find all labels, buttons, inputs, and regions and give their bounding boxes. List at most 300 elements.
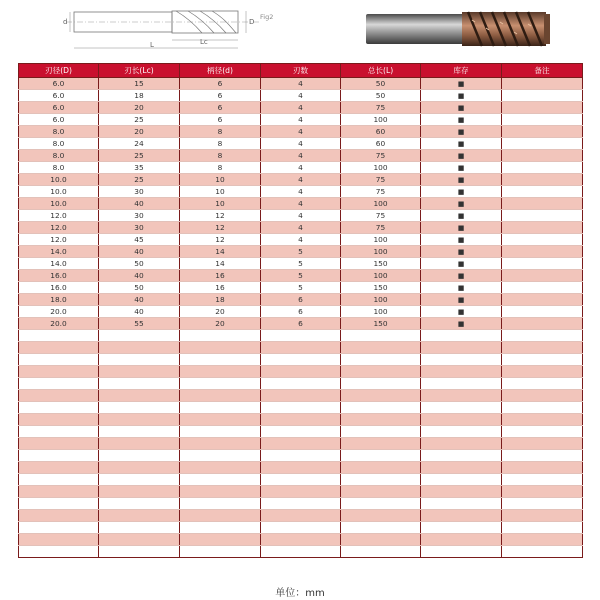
stock-cell xyxy=(421,366,502,378)
blade-diameter-cell: 10.0 xyxy=(19,174,99,186)
header-blade-diameter: 刃径(D) xyxy=(19,64,99,78)
blade-length-cell xyxy=(99,474,180,486)
blade-diameter-cell xyxy=(19,510,99,522)
overall-length-cell xyxy=(341,366,421,378)
shank-diameter-cell xyxy=(180,474,261,486)
table-row xyxy=(19,78,583,90)
stock-cell xyxy=(421,438,502,450)
remarks-cell xyxy=(502,342,583,354)
blade-length-cell xyxy=(99,354,180,366)
shank-diameter-cell: 8 xyxy=(180,126,261,138)
overall-length-cell xyxy=(341,474,421,486)
Lc-label: Lc xyxy=(200,38,208,46)
blade-diameter-cell xyxy=(19,462,99,474)
shank-diameter-cell: 20 xyxy=(180,306,261,318)
stock-cell: ■ xyxy=(421,210,502,222)
blade-length-cell: 30 xyxy=(99,222,180,234)
remarks-cell xyxy=(502,498,583,510)
remarks-cell xyxy=(502,198,583,210)
stock-cell: ■ xyxy=(421,102,502,114)
stock-cell xyxy=(421,462,502,474)
table-row xyxy=(19,462,583,474)
remarks-cell xyxy=(502,126,583,138)
flute-count-cell xyxy=(261,510,341,522)
blade-diameter-cell: 6.0 xyxy=(19,114,99,126)
table-row xyxy=(19,246,583,258)
blade-length-cell xyxy=(99,498,180,510)
flute-count-cell xyxy=(261,426,341,438)
overall-length-cell xyxy=(341,414,421,426)
overall-length-cell: 100 xyxy=(341,270,421,282)
stock-cell xyxy=(421,546,502,558)
end-mill-dimension-diagram xyxy=(60,4,280,54)
overall-length-cell xyxy=(341,390,421,402)
table-row xyxy=(19,378,583,390)
stock-cell xyxy=(421,510,502,522)
shank-diameter-cell xyxy=(180,414,261,426)
blade-diameter-cell: 12.0 xyxy=(19,222,99,234)
flute-count-cell: 4 xyxy=(261,138,341,150)
stock-cell: ■ xyxy=(421,198,502,210)
remarks-cell xyxy=(502,534,583,546)
blade-length-cell xyxy=(99,366,180,378)
remarks-cell xyxy=(502,354,583,366)
flute-count-cell xyxy=(261,534,341,546)
overall-length-cell: 75 xyxy=(341,222,421,234)
stock-cell xyxy=(421,378,502,390)
header-flute-count: 刃数 xyxy=(261,64,341,78)
shank-diameter-cell: 14 xyxy=(180,258,261,270)
stock-cell: ■ xyxy=(421,78,502,90)
blade-length-cell: 45 xyxy=(99,234,180,246)
flute-count-cell xyxy=(261,378,341,390)
blade-diameter-cell xyxy=(19,498,99,510)
flute-count-cell xyxy=(261,522,341,534)
stock-cell: ■ xyxy=(421,306,502,318)
table-row xyxy=(19,222,583,234)
stock-cell: ■ xyxy=(421,114,502,126)
shank-diameter-cell: 18 xyxy=(180,294,261,306)
table-row xyxy=(19,234,583,246)
blade-length-cell: 50 xyxy=(99,258,180,270)
table-row xyxy=(19,174,583,186)
flute-count-cell: 4 xyxy=(261,150,341,162)
table-row xyxy=(19,270,583,282)
shank-diameter-cell: 20 xyxy=(180,318,261,330)
stock-cell xyxy=(421,426,502,438)
overall-length-cell: 60 xyxy=(341,138,421,150)
shank-diameter-cell: 16 xyxy=(180,270,261,282)
stock-cell: ■ xyxy=(421,162,502,174)
shank-diameter-cell: 16 xyxy=(180,282,261,294)
remarks-cell xyxy=(502,414,583,426)
overall-length-cell xyxy=(341,498,421,510)
overall-length-cell: 150 xyxy=(341,258,421,270)
overall-length-cell: 75 xyxy=(341,186,421,198)
blade-diameter-cell: 12.0 xyxy=(19,234,99,246)
shank-diameter-cell: 6 xyxy=(180,78,261,90)
remarks-cell xyxy=(502,330,583,342)
table-row xyxy=(19,114,583,126)
blade-length-cell: 40 xyxy=(99,246,180,258)
stock-cell: ■ xyxy=(421,150,502,162)
table-row xyxy=(19,498,583,510)
remarks-cell xyxy=(502,294,583,306)
overall-length-cell: 100 xyxy=(341,306,421,318)
shank-diameter-cell xyxy=(180,378,261,390)
header-remarks: 备注 xyxy=(502,64,583,78)
table-row xyxy=(19,450,583,462)
blade-diameter-cell xyxy=(19,534,99,546)
shank-diameter-cell: 10 xyxy=(180,186,261,198)
stock-cell: ■ xyxy=(421,294,502,306)
shank-diameter-cell xyxy=(180,426,261,438)
flute-count-cell: 4 xyxy=(261,162,341,174)
remarks-cell xyxy=(502,114,583,126)
shank-diameter-cell: 8 xyxy=(180,150,261,162)
shank-diameter-cell xyxy=(180,534,261,546)
shank-diameter-cell xyxy=(180,438,261,450)
blade-diameter-cell: 20.0 xyxy=(19,306,99,318)
overall-length-cell: 100 xyxy=(341,198,421,210)
overall-length-cell xyxy=(341,438,421,450)
blade-diameter-cell: 14.0 xyxy=(19,246,99,258)
blade-length-cell xyxy=(99,402,180,414)
overall-length-cell xyxy=(341,402,421,414)
blade-length-cell: 40 xyxy=(99,294,180,306)
table-row xyxy=(19,126,583,138)
overall-length-cell xyxy=(341,342,421,354)
overall-length-cell xyxy=(341,378,421,390)
table-body xyxy=(19,78,583,558)
remarks-cell xyxy=(502,462,583,474)
shank-diameter-cell: 12 xyxy=(180,234,261,246)
blade-diameter-cell: 8.0 xyxy=(19,150,99,162)
remarks-cell xyxy=(502,150,583,162)
shank-diameter-cell xyxy=(180,366,261,378)
overall-length-cell: 60 xyxy=(341,126,421,138)
table-row xyxy=(19,534,583,546)
overall-length-cell: 75 xyxy=(341,102,421,114)
table-row xyxy=(19,510,583,522)
stock-cell xyxy=(421,402,502,414)
flute-count-cell xyxy=(261,330,341,342)
blade-length-cell xyxy=(99,462,180,474)
blade-diameter-cell: 8.0 xyxy=(19,126,99,138)
shank-diameter-cell: 12 xyxy=(180,210,261,222)
photo-tip xyxy=(544,14,550,44)
blade-diameter-cell: 6.0 xyxy=(19,78,99,90)
remarks-cell xyxy=(502,522,583,534)
stock-cell: ■ xyxy=(421,282,502,294)
table-row xyxy=(19,90,583,102)
stock-cell xyxy=(421,354,502,366)
table-row xyxy=(19,198,583,210)
L-label: L xyxy=(150,41,154,49)
blade-length-cell xyxy=(99,450,180,462)
flute-count-cell: 4 xyxy=(261,234,341,246)
table-row xyxy=(19,102,583,114)
flute-count-cell: 4 xyxy=(261,174,341,186)
shank-diameter-cell: 12 xyxy=(180,222,261,234)
flute-count-cell: 5 xyxy=(261,246,341,258)
overall-length-cell: 75 xyxy=(341,150,421,162)
table-header-row xyxy=(19,64,583,78)
blade-diameter-cell: 6.0 xyxy=(19,90,99,102)
table-row xyxy=(19,162,583,174)
blade-length-cell: 25 xyxy=(99,174,180,186)
remarks-cell xyxy=(502,222,583,234)
shank-diameter-cell: 10 xyxy=(180,174,261,186)
table-row xyxy=(19,402,583,414)
flute-count-cell: 5 xyxy=(261,282,341,294)
blade-diameter-cell xyxy=(19,366,99,378)
overall-length-cell xyxy=(341,426,421,438)
remarks-cell xyxy=(502,306,583,318)
blade-length-cell: 20 xyxy=(99,126,180,138)
blade-diameter-cell: 8.0 xyxy=(19,162,99,174)
flute-count-cell: 6 xyxy=(261,318,341,330)
table-row xyxy=(19,438,583,450)
stock-cell xyxy=(421,390,502,402)
table-row xyxy=(19,186,583,198)
table-row xyxy=(19,138,583,150)
stock-cell xyxy=(421,450,502,462)
blade-length-cell xyxy=(99,426,180,438)
overall-length-cell: 100 xyxy=(341,246,421,258)
remarks-cell xyxy=(502,78,583,90)
flute-count-cell: 5 xyxy=(261,270,341,282)
overall-length-cell: 100 xyxy=(341,234,421,246)
overall-length-cell xyxy=(341,462,421,474)
flute-count-cell xyxy=(261,390,341,402)
shank-diameter-cell xyxy=(180,354,261,366)
flute-count-cell: 4 xyxy=(261,78,341,90)
remarks-cell xyxy=(502,270,583,282)
shank-diameter-cell xyxy=(180,486,261,498)
table-row xyxy=(19,486,583,498)
header-overall-length: 总长(L) xyxy=(341,64,421,78)
overall-length-cell: 100 xyxy=(341,294,421,306)
flute-count-cell: 6 xyxy=(261,294,341,306)
overall-length-cell xyxy=(341,330,421,342)
remarks-cell xyxy=(502,378,583,390)
stock-cell: ■ xyxy=(421,222,502,234)
shank-diameter-cell: 14 xyxy=(180,246,261,258)
flute-count-cell: 4 xyxy=(261,186,341,198)
blade-diameter-cell xyxy=(19,354,99,366)
flute-count-cell xyxy=(261,546,341,558)
table-row xyxy=(19,294,583,306)
table-row xyxy=(19,318,583,330)
blade-length-cell: 40 xyxy=(99,198,180,210)
blade-length-cell: 25 xyxy=(99,150,180,162)
blade-diameter-cell xyxy=(19,474,99,486)
blade-length-cell: 30 xyxy=(99,186,180,198)
remarks-cell xyxy=(502,366,583,378)
remarks-cell xyxy=(502,138,583,150)
overall-length-cell xyxy=(341,522,421,534)
stock-cell: ■ xyxy=(421,258,502,270)
blade-diameter-cell xyxy=(19,450,99,462)
blade-length-cell xyxy=(99,330,180,342)
blade-length-cell: 30 xyxy=(99,210,180,222)
overall-length-cell xyxy=(341,510,421,522)
overall-length-cell: 100 xyxy=(341,114,421,126)
blade-diameter-cell: 10.0 xyxy=(19,186,99,198)
remarks-cell xyxy=(502,402,583,414)
remarks-cell xyxy=(502,186,583,198)
stock-cell xyxy=(421,330,502,342)
remarks-cell xyxy=(502,510,583,522)
blade-length-cell: 20 xyxy=(99,102,180,114)
shank-diameter-cell xyxy=(180,546,261,558)
shank-diameter-cell xyxy=(180,510,261,522)
header-shank-diameter: 柄径(d) xyxy=(180,64,261,78)
remarks-cell xyxy=(502,90,583,102)
table-row xyxy=(19,150,583,162)
blade-length-cell xyxy=(99,546,180,558)
flute-count-cell xyxy=(261,450,341,462)
flute-count-cell: 4 xyxy=(261,90,341,102)
flute-count-cell: 6 xyxy=(261,306,341,318)
stock-cell xyxy=(421,522,502,534)
overall-length-cell: 150 xyxy=(341,282,421,294)
shank-diameter-cell xyxy=(180,522,261,534)
blade-diameter-cell xyxy=(19,546,99,558)
stock-cell: ■ xyxy=(421,246,502,258)
shank-diameter-cell xyxy=(180,342,261,354)
table-row xyxy=(19,474,583,486)
flute-count-cell xyxy=(261,498,341,510)
flute-count-cell xyxy=(261,366,341,378)
flute-count-cell xyxy=(261,462,341,474)
flute-count-cell: 5 xyxy=(261,258,341,270)
blade-length-cell xyxy=(99,342,180,354)
table-row xyxy=(19,366,583,378)
blade-diameter-cell: 16.0 xyxy=(19,270,99,282)
shank-diameter-cell xyxy=(180,450,261,462)
blade-diameter-cell xyxy=(19,378,99,390)
flute-count-cell: 4 xyxy=(261,102,341,114)
blade-length-cell xyxy=(99,378,180,390)
d-label: d xyxy=(63,18,68,26)
table-row xyxy=(19,342,583,354)
blade-diameter-cell xyxy=(19,414,99,426)
flute-count-cell: 4 xyxy=(261,222,341,234)
table-row xyxy=(19,354,583,366)
flute-count-cell xyxy=(261,438,341,450)
blade-length-cell: 40 xyxy=(99,306,180,318)
remarks-cell xyxy=(502,162,583,174)
blade-diameter-cell: 6.0 xyxy=(19,102,99,114)
remarks-cell xyxy=(502,210,583,222)
remarks-cell xyxy=(502,246,583,258)
remarks-cell xyxy=(502,258,583,270)
shank-diameter-cell: 10 xyxy=(180,198,261,210)
stock-cell xyxy=(421,498,502,510)
table-row xyxy=(19,426,583,438)
blade-length-cell: 15 xyxy=(99,78,180,90)
table-row xyxy=(19,414,583,426)
remarks-cell xyxy=(502,102,583,114)
figure-label: Fig2 xyxy=(260,13,274,21)
shank-diameter-cell: 6 xyxy=(180,114,261,126)
stock-cell: ■ xyxy=(421,186,502,198)
blade-length-cell xyxy=(99,414,180,426)
header-stock: 库存 xyxy=(421,64,502,78)
overall-length-cell: 75 xyxy=(341,174,421,186)
table-row xyxy=(19,210,583,222)
D-label: D xyxy=(249,18,255,26)
stock-cell: ■ xyxy=(421,174,502,186)
photo-shank xyxy=(366,14,464,44)
blade-length-cell: 50 xyxy=(99,282,180,294)
remarks-cell xyxy=(502,450,583,462)
table-row xyxy=(19,390,583,402)
shank-diameter-cell: 6 xyxy=(180,90,261,102)
blade-length-cell: 35 xyxy=(99,162,180,174)
blade-length-cell: 40 xyxy=(99,270,180,282)
remarks-cell xyxy=(502,438,583,450)
shank-diameter-cell: 6 xyxy=(180,102,261,114)
table-row xyxy=(19,282,583,294)
flute-count-cell xyxy=(261,342,341,354)
table-row xyxy=(19,546,583,558)
remarks-cell xyxy=(502,390,583,402)
blade-length-cell xyxy=(99,438,180,450)
stock-cell xyxy=(421,534,502,546)
shank-diameter-cell xyxy=(180,402,261,414)
stock-cell xyxy=(421,342,502,354)
blade-diameter-cell xyxy=(19,390,99,402)
blade-length-cell: 18 xyxy=(99,90,180,102)
blade-diameter-cell: 18.0 xyxy=(19,294,99,306)
stock-cell: ■ xyxy=(421,234,502,246)
remarks-cell xyxy=(502,282,583,294)
blade-diameter-cell xyxy=(19,402,99,414)
flute-count-cell xyxy=(261,486,341,498)
flute-count-cell: 4 xyxy=(261,198,341,210)
flute-count-cell: 4 xyxy=(261,114,341,126)
blade-diameter-cell xyxy=(19,426,99,438)
blade-diameter-cell: 10.0 xyxy=(19,198,99,210)
overall-length-cell xyxy=(341,354,421,366)
shank-diameter-cell: 8 xyxy=(180,162,261,174)
table-row xyxy=(19,306,583,318)
overall-length-cell: 75 xyxy=(341,210,421,222)
table-row xyxy=(19,522,583,534)
stock-cell xyxy=(421,414,502,426)
overall-length-cell: 50 xyxy=(341,78,421,90)
flute-count-cell: 4 xyxy=(261,126,341,138)
blade-length-cell: 25 xyxy=(99,114,180,126)
stock-cell: ■ xyxy=(421,318,502,330)
blade-diameter-cell: 20.0 xyxy=(19,318,99,330)
table-row xyxy=(19,330,583,342)
blade-diameter-cell xyxy=(19,522,99,534)
flute-count-cell xyxy=(261,354,341,366)
overall-length-cell: 50 xyxy=(341,90,421,102)
blade-diameter-cell: 16.0 xyxy=(19,282,99,294)
remarks-cell xyxy=(502,546,583,558)
shank-diameter-cell xyxy=(180,390,261,402)
stock-cell: ■ xyxy=(421,138,502,150)
shank-diameter-cell: 8 xyxy=(180,138,261,150)
flute-count-cell xyxy=(261,414,341,426)
overall-length-cell xyxy=(341,546,421,558)
blade-diameter-cell: 8.0 xyxy=(19,138,99,150)
